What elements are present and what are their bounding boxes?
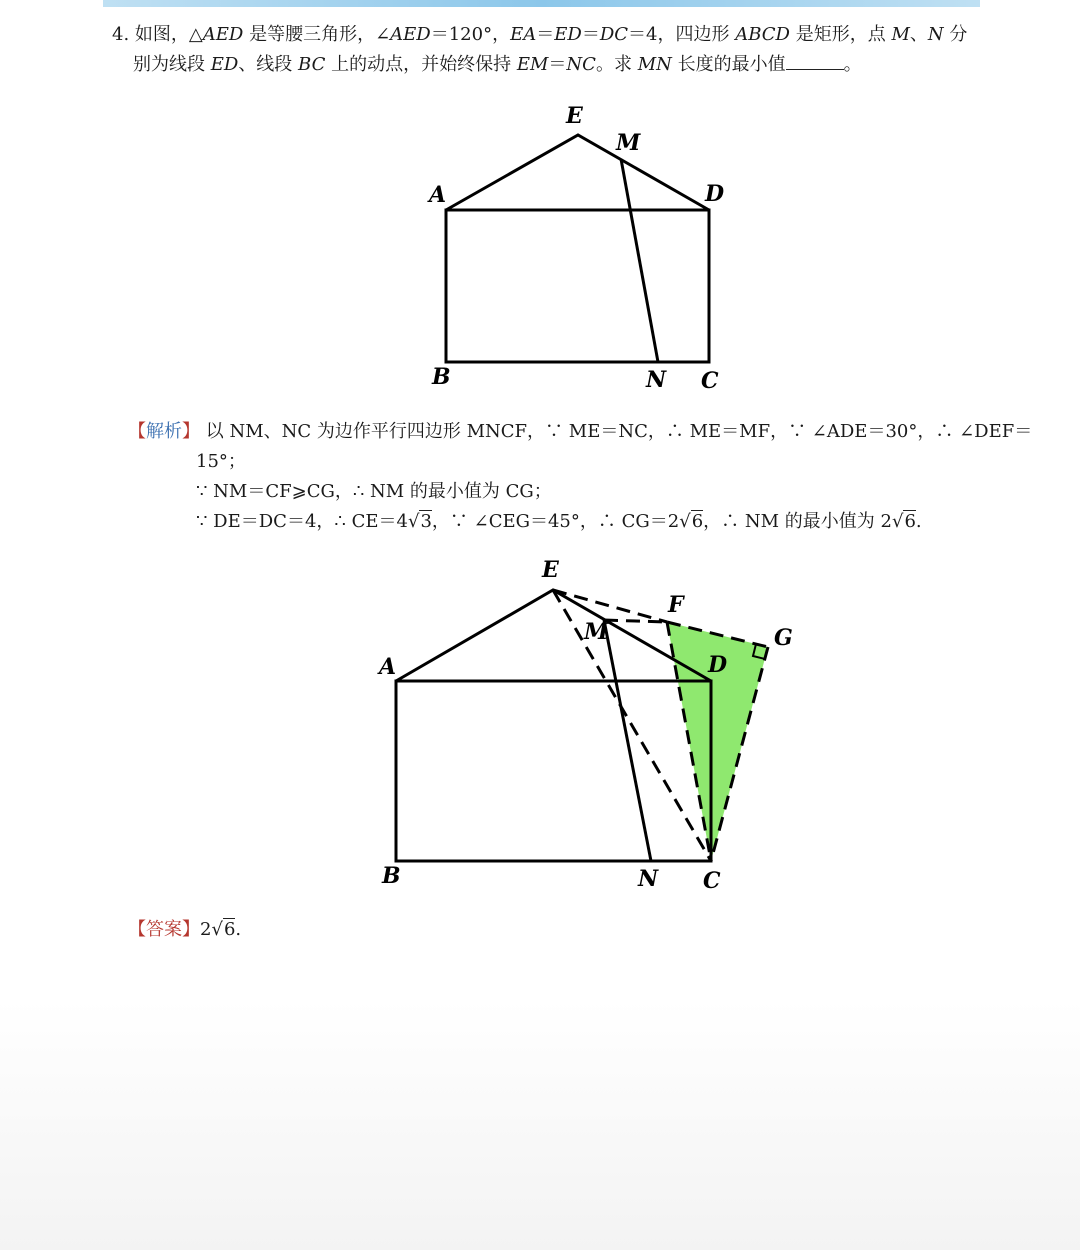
problem-line-2 [133,50,862,80]
math: AED [390,24,431,45]
segment-mn [604,620,651,861]
analysis-line-2: 15°； [196,451,246,472]
label-n: N [646,367,667,393]
segment-mf [604,620,667,622]
text: 、 [909,24,928,45]
tag-bracket: 【 [128,421,146,442]
text: 。 [843,54,862,75]
analysis-text: 以 NM、NC 为边作平行四边形 MNCF，∵ ME＝NC，∴ ME＝MF，∵ ∠ADE＝30°，∴ ∠DEF＝ [205,421,1033,442]
label-m: M [616,130,641,156]
answer-blank [786,51,844,70]
rectangle-abcd [396,681,711,861]
math: N [927,24,944,45]
header-rule [103,0,980,7]
segment-mn [621,159,658,362]
triangle-aed [446,135,709,210]
text: 是矩形，点 [789,24,892,45]
analysis-line-4: ∵ DE＝DC＝4，∴ CE＝4√3，∵ ∠CEG＝45°，∴ CG＝2√6，∴ NM 的最小值为 2√6. [196,511,922,532]
text: ＝ [536,24,555,45]
label-c: C [701,368,719,394]
text: ＝120°， [430,24,511,45]
text: 别为线段 [133,54,211,75]
analysis-text: ，∴ NM 的最小值为 2 [703,511,892,532]
text: 分 [943,24,968,45]
label-d: D [708,652,728,678]
label-f: F [668,592,684,618]
radicand: 6 [691,511,704,532]
figure-2 [370,555,810,900]
analysis-line-3: ∵ NM＝CF⩾CG，∴ NM 的最小值为 CG； [196,481,552,502]
answer-value: . [235,919,242,940]
math: ED [554,24,582,45]
math: ED [210,54,239,75]
text: 如图，△ [134,24,203,45]
text: ＝ [581,24,600,45]
math: EA [510,24,537,45]
analysis-text: . [915,511,922,532]
tag-bracket: 】 [182,421,200,442]
math: MN [637,54,672,75]
label-d: D [705,181,725,207]
tag-bracket: 【 [128,919,146,940]
problem-number: 4. [112,24,130,45]
label-e: E [542,557,559,583]
analysis-text: ，∵ ∠CEG＝45°，∴ CG＝2 [431,511,680,532]
text: ＝4，四边形 [628,24,736,45]
label-g: G [774,625,793,651]
text: 上的动点，并始终保持 [325,54,517,75]
tag-bracket: 】 [182,919,200,940]
triangle-aed [396,590,711,681]
text: 、线段 [238,54,299,75]
label-a: A [379,654,397,680]
math: NC [566,54,596,75]
radicand: 6 [904,511,916,532]
problem-line-1 [112,20,967,50]
label-e: E [566,103,583,129]
figure-1 [400,95,760,400]
answer-value: 2 [200,919,212,940]
answer-tag: 答案 [146,919,182,940]
analysis-line-1 [128,417,1032,447]
label-b: B [382,863,401,889]
radicand: 3 [420,511,432,532]
math: BC [298,54,326,75]
analysis-tag: 解析 [146,421,182,442]
math: ABCD [735,24,790,45]
text: 。求 [595,54,638,75]
text: 长度的最小值 [671,54,786,75]
radicand: 6 [223,919,236,940]
label-m: M [584,619,609,645]
analysis-text: ∵ DE＝DC＝4，∴ CE＝4 [196,511,408,532]
rectangle-abcd [446,210,709,362]
math: AED [202,24,244,45]
label-n: N [638,866,659,892]
answer-line: 【答案】2√6. [128,919,242,940]
math: EM [516,54,549,75]
label-a: A [429,182,447,208]
math: M [891,24,910,45]
label-b: B [432,364,451,390]
text: 是等腰三角形，∠ [243,24,391,45]
text: ＝ [548,54,567,75]
math: DC [599,24,629,45]
label-c: C [703,868,721,894]
